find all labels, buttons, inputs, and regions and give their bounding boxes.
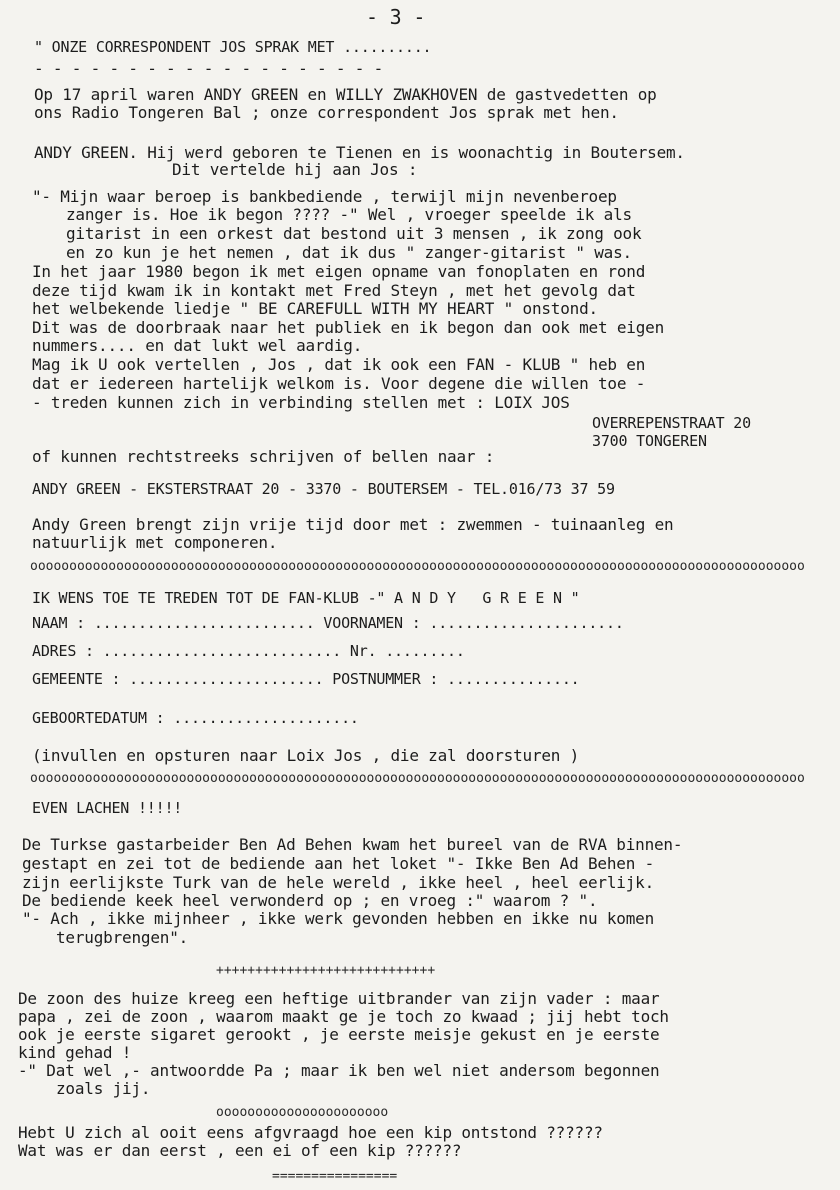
interview-line: dat er iedereen hartelijk welkom is. Voor degene die willen toe - (32, 374, 646, 393)
interview-line: - treden kunnen zich in verbinding stellen met : LOIX JOS (32, 393, 570, 412)
intro-line: ons Radio Tongeren Bal ; onze correspondent Jos sprak met hen. (34, 103, 619, 122)
joke2-line: zoals jij. (56, 1079, 151, 1098)
intro-line: Op 17 april waren ANDY GREEN en WILLY ZWAKHOVEN de gastvedetten op (34, 85, 657, 104)
joke2-line: -" Dat wel ,- antwoordde Pa ; maar ik ben wel niet andersom begonnen (18, 1061, 660, 1080)
joke3-line: Wat was er dan eerst , een ei of een kip ?????? (18, 1141, 462, 1160)
andy-intro-line: ANDY GREEN. Hij werd geboren te Tienen en is woonachtig in Boutersem. (34, 143, 685, 162)
address-city: 3700 TONGEREN (592, 432, 707, 450)
page-number: - 3 - (366, 5, 426, 29)
joke1-line: terugbrengen". (56, 928, 189, 947)
interview-line: Mag ik U ook vertellen , Jos , dat ik ook een FAN - KLUB " heb en (32, 355, 646, 374)
joke2-line: ook je eerste sigaret gerookt , je eerste meisje gekust en je eerste (18, 1025, 660, 1044)
contact-intro: of kunnen rechtstreeks schrijven of bellen naar : (32, 447, 495, 466)
plus-separator: ++++++++++++++++++++++++++++ (216, 963, 436, 978)
hobbies-line: Andy Green brengt zijn vrije tijd door met : zwemmen - tuinaanleg en (32, 515, 674, 534)
separator-o: ooooooooooooooooooooooooooooooooooooooooooooooooooooooooooooooooooooooooooooooooooooooooooooooooooo (30, 771, 805, 786)
address-street: OVERREPENSTRAAT 20 (592, 414, 751, 432)
article-title: " ONZE CORRESPONDENT JOS SPRAK MET .......... (34, 38, 432, 56)
joke2-line: kind gehad ! (18, 1043, 132, 1062)
o-separator-short: oooooooooooooooooooooo (216, 1105, 389, 1120)
joke1-line: gestapt en zei tot de bediende aan het loket "- Ikke Ben Ad Behen - (22, 854, 654, 873)
equals-separator: ================ (272, 1169, 398, 1184)
andy-intro-line: Dit vertelde hij aan Jos : (172, 160, 418, 179)
form-gemeente: GEMEENTE : ...................... POSTNUMMER : ............... (32, 670, 580, 688)
form-geboortedatum: GEBOORTEDATUM : ..................... (32, 709, 359, 727)
interview-line: In het jaar 1980 begon ik met eigen opname van fonoplaten en rond (32, 262, 646, 281)
interview-line: en zo kun je het nemen , dat ik dus " zanger-gitarist " was. (66, 243, 632, 262)
hobbies-line: natuurlijk met componeren. (32, 533, 278, 552)
form-title: IK WENS TOE TE TREDEN TOT DE FAN-KLUB -" A N D Y G R E E N " (32, 589, 580, 607)
interview-line: gitarist in een orkest dat bestond uit 3 mensen , ik zong ook (66, 224, 642, 243)
form-instructions: (invullen en opsturen naar Loix Jos , die zal doorsturen ) (32, 746, 580, 765)
joke2-line: De zoon des huize kreeg een heftige uitbrander van zijn vader : maar (18, 989, 660, 1008)
form-naam: NAAM : ......................... VOORNAMEN : ...................... (32, 614, 624, 632)
joke-section-title: EVEN LACHEN !!!!! (32, 799, 183, 817)
joke1-line: De Turkse gastarbeider Ben Ad Behen kwam het bureel van de RVA binnen- (22, 835, 683, 854)
joke1-line: zijn eerlijkste Turk van de hele wereld , ikke heel , heel eerlijk. (22, 873, 654, 892)
interview-line: deze tijd kwam ik in kontakt met Fred Steyn , met het gevolg dat (32, 281, 636, 300)
title-underline: - - - - - - - - - - - - - - - - - - - (34, 59, 384, 78)
joke3-line: Hebt U zich al ooit eens afgvraagd hoe een kip ontstond ?????? (18, 1123, 603, 1142)
interview-line: zanger is. Hoe ik begon ???? -" Wel , vroeger speelde ik als (66, 205, 632, 224)
separator-o: ooooooooooooooooooooooooooooooooooooooooooooooooooooooooooooooooooooooooooooooooooooooooooooooooooo (30, 559, 805, 574)
interview-line: "- Mijn waar beroep is bankbediende , terwijl mijn nevenberoep (32, 187, 617, 206)
interview-line: het welbekende liedje " BE CAREFULL WITH MY HEART " onstond. (32, 299, 598, 318)
form-adres: ADRES : ........................... Nr. ......... (32, 642, 465, 660)
interview-line: Dit was de doorbraak naar het publiek en ik begon dan ook met eigen (32, 318, 664, 337)
joke2-line: papa , zei de zoon , waarom maakt ge je toch zo kwaad ; jij hebt toch (18, 1007, 669, 1026)
interview-line: nummers.... en dat lukt wel aardig. (32, 336, 363, 355)
joke1-line: De bediende keek heel verwonderd op ; en vroeg :" waarom ? ". (22, 891, 598, 910)
contact-line: ANDY GREEN - EKSTERSTRAAT 20 - 3370 - BOUTERSEM - TEL.016/73 37 59 (32, 480, 615, 498)
joke1-line: "- Ach , ikke mijnheer , ikke werk gevonden hebben en ikke nu komen (22, 909, 654, 928)
